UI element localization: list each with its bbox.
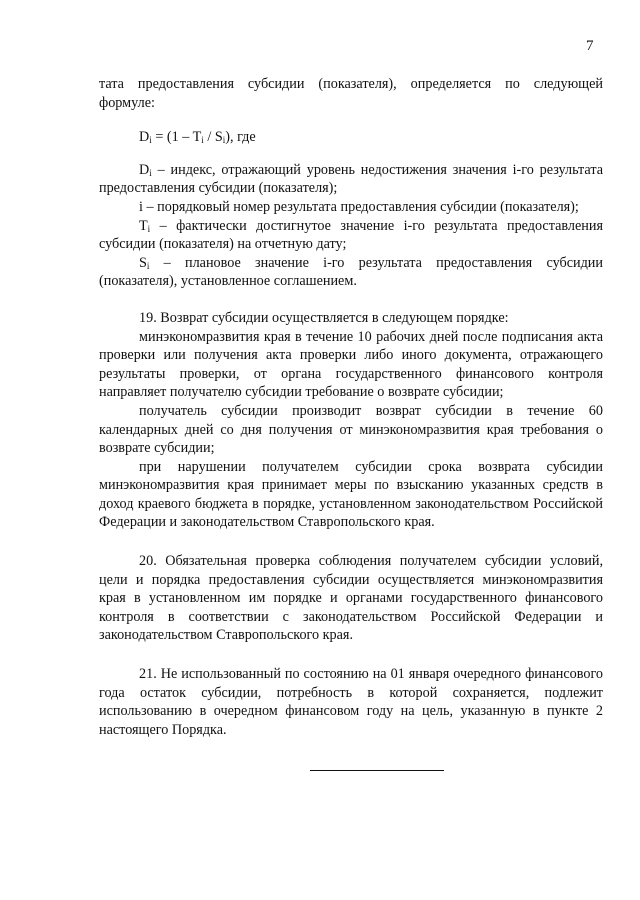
document-body [99, 75, 603, 739]
intro-line-1: тата предоставления субсидии (показателя), определяется по следующей [99, 76, 603, 92]
definition-s: $S_i$ – плановое значение i-го результата предоставления субсидии (показателя), установленное соглашением. [99, 254, 603, 290]
page-number: 7 [586, 38, 594, 54]
section-19-item-1: минэкономразвития края в течение 10 рабочих дней после подписания акта проверки или получения акта проверки либо иного документа, отражающего результаты проверки, от органа государственного финансового контроля направляет получателю субсидии требование о возврате субсидии; [99, 328, 603, 401]
section-19-item-3: при нарушении получателем субсидии срока возврата субсидии минэкономразвития края принимает меры по взысканию указанных средств в доход краевого бюджета в порядке, установленном законодательством Российской Федерации и законодательством Ставропольского края. [99, 458, 603, 531]
definition-i: i – порядковый номер результата предоставления субсидии (показателя); [139, 198, 579, 215]
section-20: 20. Обязательная проверка соблюдения получателем субсидии условий, цели и порядка предоставления субсидии осуществляется минэкономразвития края в установленном им порядке и органами государственного финансового контроля в соответствии с законодательством Российской Федерации и законодательством Ставропольского края. [99, 553, 603, 644]
definition-d: $D_i$ – индекс, отражающий уровень недостижения значения i-го результата предоставления субсидии (показателя); [99, 161, 603, 197]
formula: $D_i = (1 - T_i / S_i)$, где [139, 129, 256, 146]
intro-line-2: формуле: [99, 94, 155, 111]
end-of-document-rule [310, 770, 444, 771]
section-19-item-2: получатель субсидии производит возврат субсидии в течение 60 календарных дней со дня получения от минэкономразвития края требования о возврате субсидии; [99, 402, 603, 457]
definition-t: $T_i$ – фактически достигнутое значение i-го результата предоставления субсидии (показателя) на отчетную дату; [99, 217, 603, 253]
section-19-heading: 19. Возврат субсидии осуществляется в следующем порядке: [139, 309, 509, 326]
section-21: 21. Не использованный по состоянию на 01 января очередного финансового года остаток субсидии, потребность в которой сохраняется, подлежит использованию в очередном финансовом году на цель, указанную в пункте 2 настоящего Порядка. [99, 666, 603, 738]
